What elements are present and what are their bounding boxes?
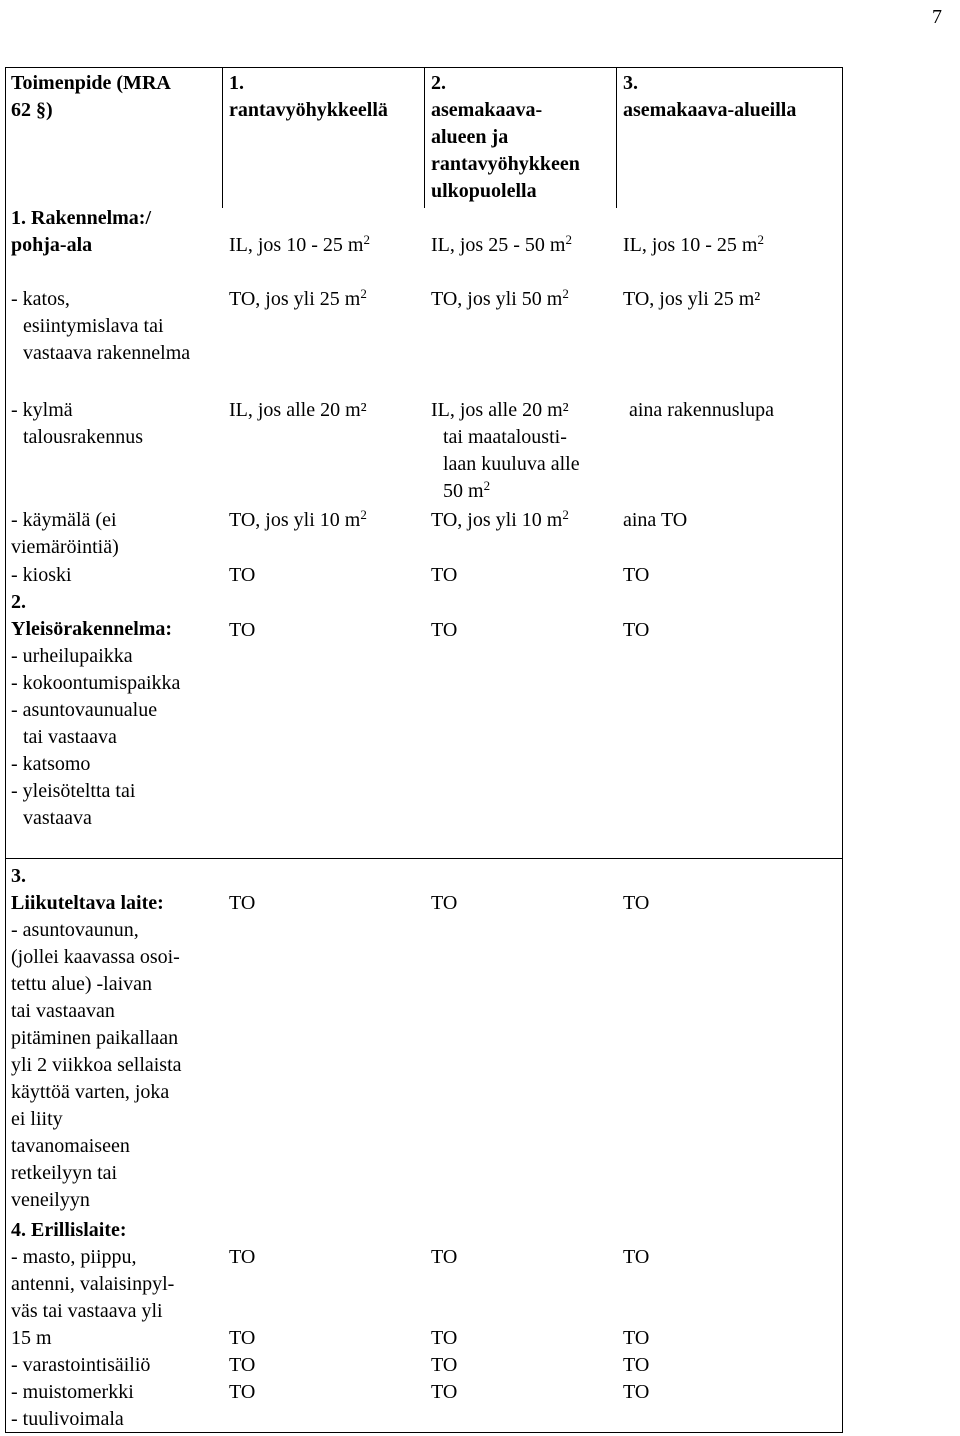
- row-katos-label: - katos, esiintymislava tai vastaava rakennelma: [11, 288, 191, 364]
- col-divider-header-2: [424, 68, 425, 208]
- header-shore-zone: 1. rantavyöhykkeellä: [229, 72, 388, 121]
- row-rakennelma-label: 1. Rakennelma:/ pohja-ala: [11, 207, 151, 256]
- row-erillis-c2: TO TO TO TO: [431, 1246, 458, 1403]
- page-number: 7: [932, 6, 942, 28]
- row-yleiso-c3: TO: [623, 619, 650, 641]
- row-katos-c2: TO, jos yli 50 $m^2$: [431, 286, 569, 310]
- row-liikuteltava-c3: TO: [623, 892, 650, 914]
- row-erillis-label: 4. Erillislaite: - masto, piippu, antenni, valaisinpyl- väs tai vastaava yli 15 m - varastointisäiliö - muistomerkki - tuulivoimala: [11, 1219, 175, 1430]
- row-liikuteltava-c2: TO: [431, 892, 458, 914]
- header-plan-areas: 3. asemakaava-alueilla: [623, 72, 797, 121]
- row-katos-c1: TO, jos yli 25 $m^2$: [229, 286, 367, 310]
- row-liikuteltava-label: 3. Liikuteltava laite: - asuntovaunun, (jollei kaavassa osoi- tettu alue) -laivan tai vastaavan pitäminen paikallaan yli 2 viikkoa sellaista käyttöä varten, joka ei liity tavanomaiseen retkeilyyn tai veneilyyn: [11, 865, 182, 1211]
- row-kylma-c3: aina rakennuslupa: [629, 399, 774, 421]
- row-kaymala-label: - käymälä (ei viemäröintiä): [11, 509, 119, 558]
- row-yleiso-c2: TO: [431, 619, 458, 641]
- row-katos-c3: TO, jos yli 25 m²: [623, 288, 761, 310]
- row-kioski-c3: TO: [623, 564, 650, 586]
- row-kylma-label: - kylmä talousrakennus: [11, 399, 143, 448]
- row-kylma-c2: IL, jos alle 20 m² tai maatalousti- laan kuuluva alle 50 $m^2$: [431, 399, 580, 502]
- col-divider-header-3: [616, 68, 617, 208]
- row-kylma-c1: IL, jos alle 20 m²: [229, 399, 367, 421]
- header-action: Toimenpide (MRA 62 §): [11, 72, 171, 121]
- row-rakennelma-c2: IL, jos 25 - 50 $m^2$: [431, 232, 572, 256]
- permit-table: [5, 67, 843, 1433]
- row-kioski-c1: TO: [229, 564, 256, 586]
- row-yleiso-c1: TO: [229, 619, 256, 641]
- row-divider-1: [6, 858, 842, 859]
- row-kioski-c2: TO: [431, 564, 458, 586]
- row-kaymala-c1: TO, jos yli 10 $m^2$: [229, 507, 367, 531]
- row-erillis-c3: TO TO TO TO: [623, 1246, 650, 1403]
- row-rakennelma-c3: IL, jos 10 - 25 $m^2$: [623, 232, 764, 256]
- col-divider-header-1: [222, 68, 223, 208]
- row-yleiso-label: 2. Yleisörakennelma: - urheilupaikka - kokoontumispaikka - asuntovaunualue tai vastaava - katsomo - yleisöteltta tai vastaava: [11, 591, 181, 829]
- row-kaymala-c3: aina TO: [623, 509, 688, 531]
- header-outside-plan: 2. asemakaava- alueen ja rantavyöhykkeen ulkopuolella: [431, 72, 580, 202]
- row-erillis-c1: TO TO TO TO: [229, 1246, 256, 1403]
- row-liikuteltava-c1: TO: [229, 892, 256, 914]
- row-kioski-label: - kioski: [11, 564, 72, 586]
- row-rakennelma-c1: IL, jos 10 - 25 $m^2$: [229, 232, 370, 256]
- row-kaymala-c2: TO, jos yli 10 $m^2$: [431, 507, 569, 531]
